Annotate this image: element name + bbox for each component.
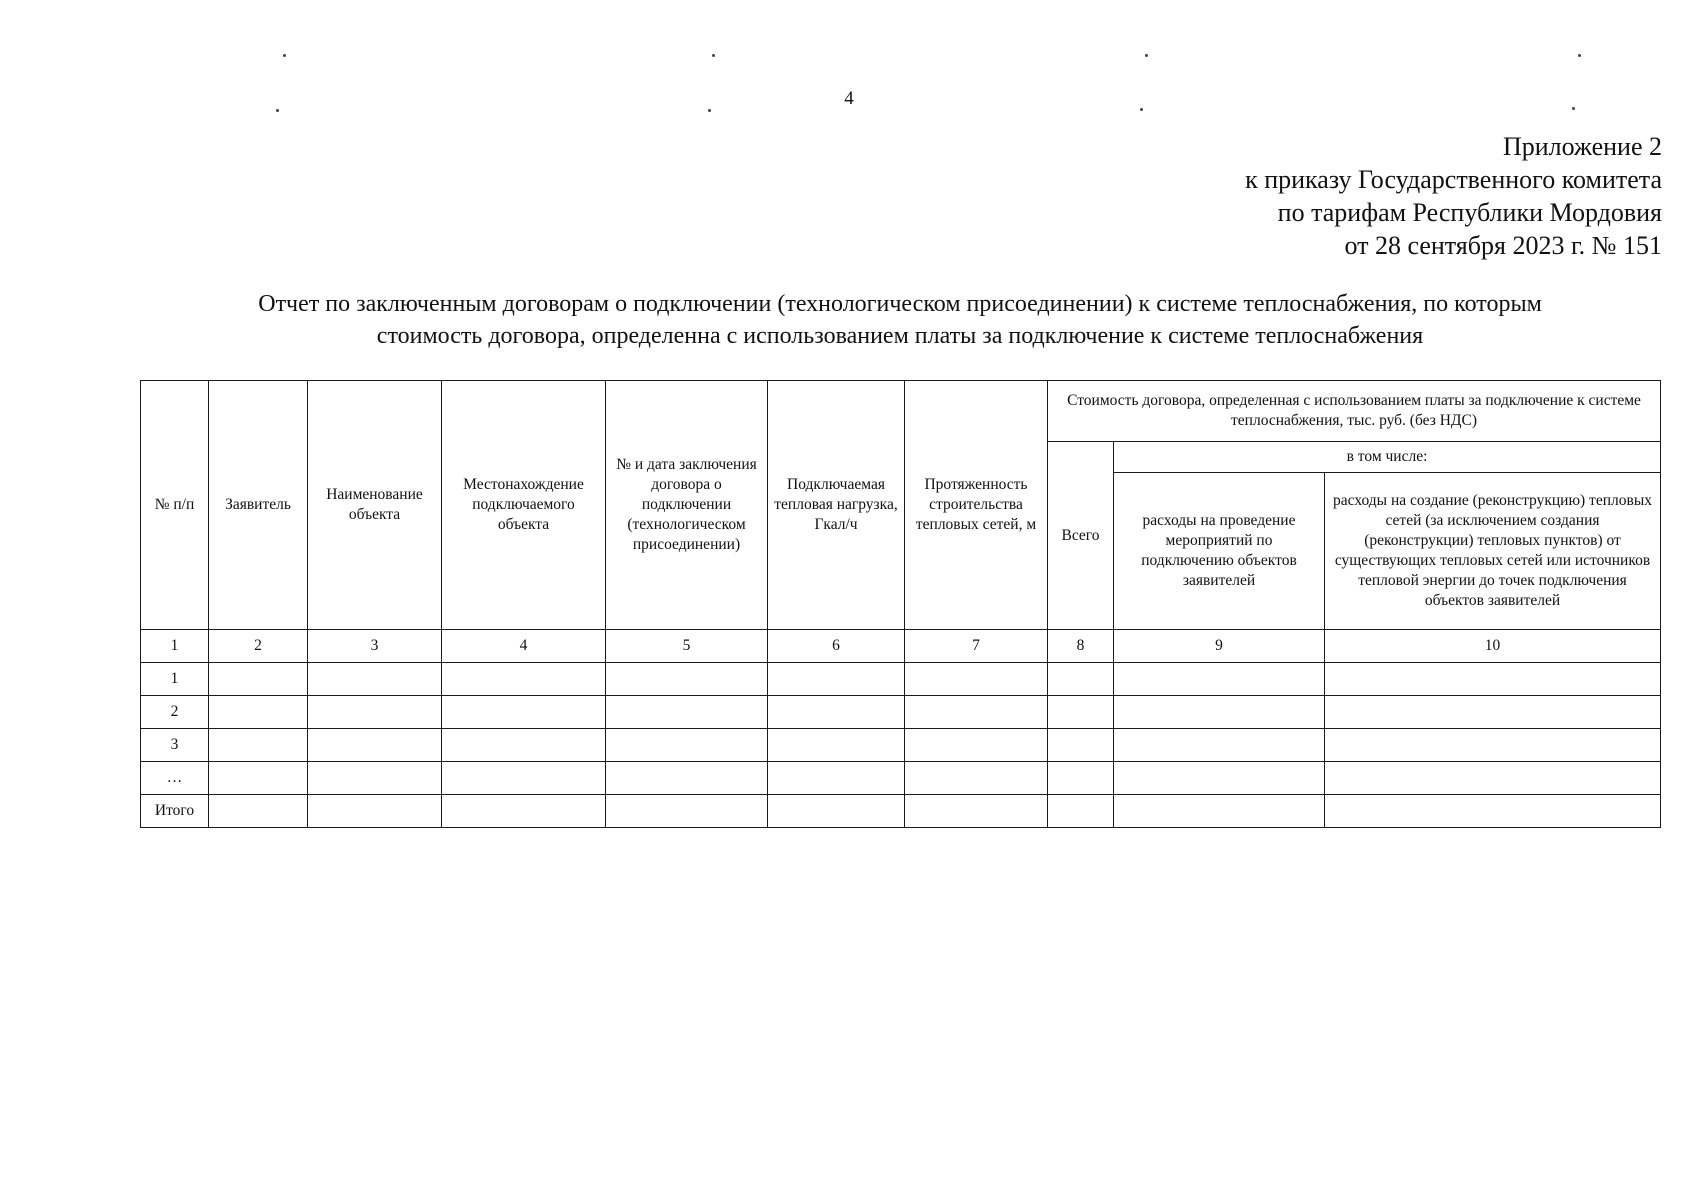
header-num: № п/п xyxy=(141,381,209,630)
table-cell xyxy=(905,696,1048,729)
table-cell xyxy=(606,762,768,795)
table-cell xyxy=(308,663,442,696)
table-cell xyxy=(442,663,606,696)
table-cell xyxy=(1114,795,1325,828)
table-cell xyxy=(606,729,768,762)
table-cell xyxy=(768,795,905,828)
table-cell xyxy=(442,795,606,828)
header-cost-group: Стоимость договора, определенная с использованием платы за подключение к системе теплоснабжения, тыс. руб. (без НДС) xyxy=(1048,381,1661,442)
column-number: 3 xyxy=(308,630,442,663)
document-title xyxy=(120,288,1680,352)
scan-speck xyxy=(1140,108,1143,111)
scan-speck xyxy=(283,54,286,57)
table-cell xyxy=(308,696,442,729)
row-label: … xyxy=(141,762,209,795)
table-cell xyxy=(1325,729,1661,762)
table-cell xyxy=(606,795,768,828)
column-number: 2 xyxy=(209,630,308,663)
column-number: 4 xyxy=(442,630,606,663)
table-cell xyxy=(905,729,1048,762)
scan-speck xyxy=(1145,54,1148,57)
header-expenses-measures: расходы на проведение мероприятий по подключению объектов заявителей xyxy=(1114,473,1325,630)
row-label: Итого xyxy=(141,795,209,828)
column-number: 1 xyxy=(141,630,209,663)
header-expenses-networks: расходы на создание (реконструкцию) тепловых сетей (за исключением создания (реконструкции) тепловых пунктов) от существующих тепловых сетей или источников тепловой энергии до точек подключения объектов заявителей xyxy=(1325,473,1661,630)
table-cell xyxy=(1114,663,1325,696)
table-cell xyxy=(442,696,606,729)
header-length: Протяженность строительства тепловых сетей, м xyxy=(905,381,1048,630)
table-cell xyxy=(209,696,308,729)
scan-speck xyxy=(276,109,279,112)
row-label: 2 xyxy=(141,696,209,729)
column-number: 9 xyxy=(1114,630,1325,663)
table-cell xyxy=(209,762,308,795)
header-object-location: Местонахождение подключаемого объекта xyxy=(442,381,606,630)
table-cell xyxy=(1048,663,1114,696)
table-row xyxy=(141,696,1661,729)
header-load: Подключаемая тепловая нагрузка, Гкал/ч xyxy=(768,381,905,630)
table-cell xyxy=(308,729,442,762)
table-cell xyxy=(209,795,308,828)
scan-speck xyxy=(1572,107,1575,110)
table-cell xyxy=(905,762,1048,795)
header-including: в том числе: xyxy=(1114,442,1661,473)
header-object-name: Наименование объекта xyxy=(308,381,442,630)
scan-speck xyxy=(1578,54,1581,57)
column-number: 10 xyxy=(1325,630,1661,663)
table-cell xyxy=(308,795,442,828)
page-number: 4 xyxy=(844,88,854,109)
table-cell xyxy=(1048,762,1114,795)
table-cell xyxy=(1048,696,1114,729)
row-label: 3 xyxy=(141,729,209,762)
appendix-line: к приказу Государственного комитета xyxy=(1245,165,1662,194)
table-cell xyxy=(768,729,905,762)
table-cell xyxy=(1325,795,1661,828)
header-applicant: Заявитель xyxy=(209,381,308,630)
column-number: 8 xyxy=(1048,630,1114,663)
scan-speck xyxy=(708,109,711,112)
table-cell xyxy=(905,663,1048,696)
table-cell xyxy=(1048,729,1114,762)
table-cell xyxy=(442,762,606,795)
table-cell xyxy=(1114,729,1325,762)
table-row xyxy=(141,663,1661,696)
header-contract: № и дата заключения договора о подключении (технологическом присоединении) xyxy=(606,381,768,630)
table-cell xyxy=(768,663,905,696)
title-line: стоимость договора, определенна с использованием платы за подключение к системе теплоснабжения xyxy=(376,323,1424,349)
title-line: Отчет по заключенным договорам о подключении (технологическом присоединении) к системе теплоснабжения, по которым xyxy=(258,291,1542,317)
table-cell xyxy=(1114,696,1325,729)
column-number-row xyxy=(141,630,1661,663)
table-cell xyxy=(1325,762,1661,795)
table-row xyxy=(141,762,1661,795)
column-number: 6 xyxy=(768,630,905,663)
row-label: 1 xyxy=(141,663,209,696)
appendix-line: по тарифам Республики Мордовия xyxy=(1277,198,1662,227)
appendix-block xyxy=(1245,130,1662,262)
table-cell xyxy=(1325,696,1661,729)
scan-speck xyxy=(712,54,715,57)
table-cell xyxy=(1114,762,1325,795)
table-cell xyxy=(442,729,606,762)
column-number: 5 xyxy=(606,630,768,663)
table-row xyxy=(141,729,1661,762)
table-cell xyxy=(606,663,768,696)
table-cell xyxy=(308,762,442,795)
appendix-line: Приложение 2 xyxy=(1502,132,1662,161)
table-cell xyxy=(209,729,308,762)
table-cell xyxy=(606,696,768,729)
table-cell xyxy=(1048,795,1114,828)
header-total: Всего xyxy=(1048,442,1114,630)
table-row-total xyxy=(141,795,1661,828)
table-cell xyxy=(1325,663,1661,696)
table-cell xyxy=(768,762,905,795)
appendix-line: от 28 сентября 2023 г. № 151 xyxy=(1344,231,1662,260)
report-table xyxy=(140,380,1661,828)
table-cell xyxy=(209,663,308,696)
table-cell xyxy=(905,795,1048,828)
table-cell xyxy=(768,696,905,729)
column-number: 7 xyxy=(905,630,1048,663)
